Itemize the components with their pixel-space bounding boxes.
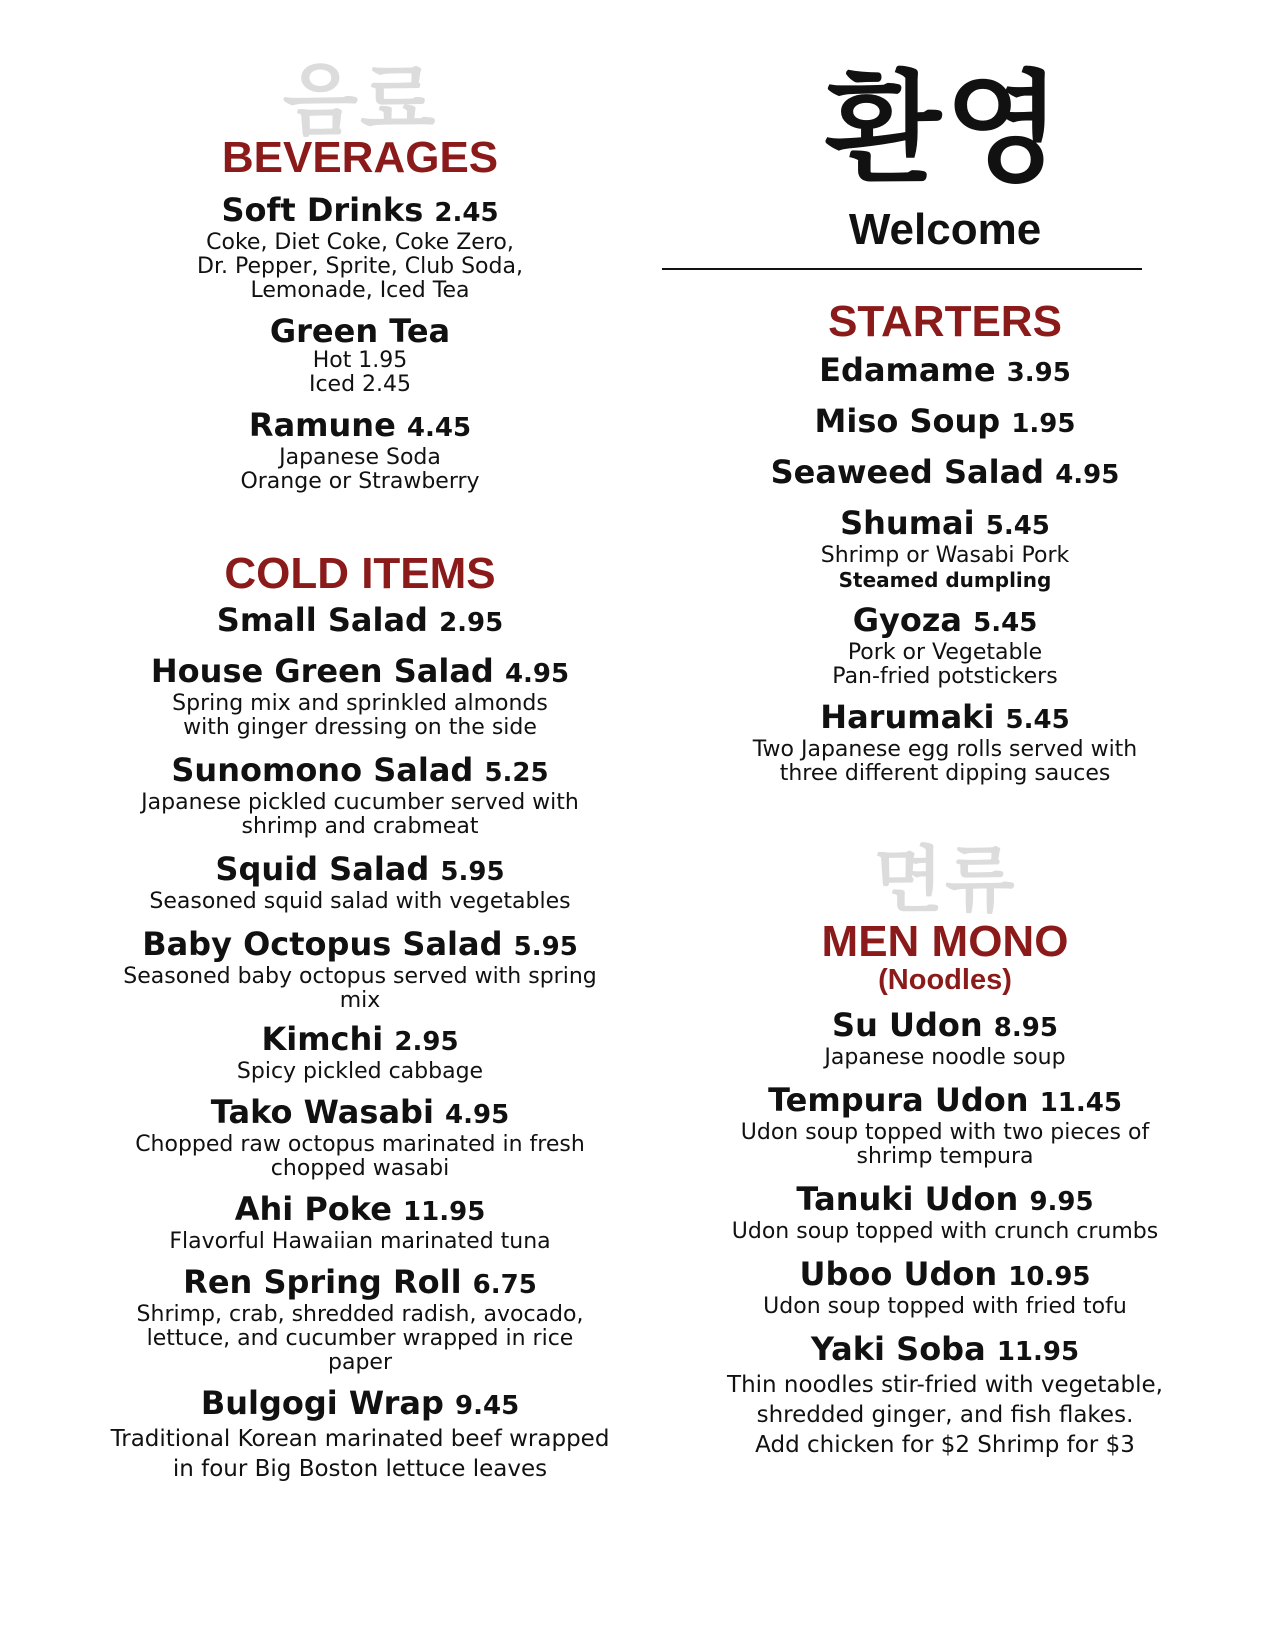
menu-item-name: Sunomono Salad <box>171 751 474 789</box>
left-column <box>60 0 660 1484</box>
menu-item-house-green-salad <box>60 653 660 740</box>
menu-item-note: Steamed dumpling <box>838 568 1052 592</box>
menu-item-description: Dr. Pepper, Sprite, Club Soda, <box>197 254 523 279</box>
welcome-heading: Welcome <box>848 205 1042 254</box>
menu-item-ahi-poke <box>60 1191 660 1254</box>
menu-item-price: 5.45 <box>973 608 1038 638</box>
menu-item-description: paper <box>328 1350 392 1375</box>
menu-item-price: 5.45 <box>985 511 1050 541</box>
menu-item-title <box>690 403 1200 442</box>
menu-item-description: Orange or Strawberry <box>240 469 480 494</box>
menu-item-tanuki-udon <box>690 1181 1200 1244</box>
menu-item-baby-octopus-salad <box>60 926 660 1013</box>
menu-item-miso-soup <box>690 403 1200 442</box>
menu-item-description: with ginger dressing on the side <box>183 715 537 740</box>
menu-item-name: House Green Salad <box>150 652 494 690</box>
menu-item-title <box>60 1094 660 1133</box>
menu-item-price: 5.95 <box>513 932 578 962</box>
menu-item-price: 1.95 <box>1011 409 1076 439</box>
welcome-korean-heading: 환영 <box>825 60 1065 199</box>
menu-item-title <box>690 454 1200 493</box>
menu-item-edamame <box>690 352 1200 391</box>
menu-item-name: Tanuki Udon <box>796 1180 1019 1218</box>
menu-item-description: Thin noodles stir-fried with vegetable, <box>727 1372 1163 1398</box>
menu-item-name: Uboo Udon <box>799 1255 998 1293</box>
menu-item-title <box>60 1191 660 1230</box>
menu-item-name: Small Salad <box>216 601 428 639</box>
menu-item-bulgogi-wrap <box>60 1385 660 1484</box>
menu-item-price: 10.95 <box>1008 1262 1091 1292</box>
menu-item-title <box>690 1082 1200 1121</box>
menu-item-name: Tempura Udon <box>768 1081 1029 1119</box>
menu-item-price: 8.95 <box>993 1013 1058 1043</box>
noodles-list <box>690 1007 1200 1460</box>
menu-item-title <box>690 1181 1200 1220</box>
menu-item-title <box>60 1385 660 1424</box>
menu-item-ren-spring-roll <box>60 1264 660 1375</box>
menu-item-description: Coke, Diet Coke, Coke Zero, <box>206 230 514 255</box>
menu-item-price: 4.95 <box>1055 460 1120 490</box>
menu-item-name: Baby Octopus Salad <box>142 925 503 963</box>
menu-item-soft-drinks <box>60 192 660 303</box>
beverages-korean-watermark: 음료 <box>282 56 438 146</box>
menu-item-price: 4.95 <box>445 1100 510 1130</box>
menu-item-price: 2.45 <box>434 198 499 228</box>
menu-item-price: 4.45 <box>406 413 472 443</box>
menu-item-description: Japanese Soda <box>279 445 441 470</box>
menu-item-description: three different dipping sauces <box>779 761 1111 786</box>
menu-item-uboo-udon <box>690 1256 1200 1319</box>
menu-item-description: Two Japanese egg rolls served with <box>752 737 1138 762</box>
menu-item-description: Lemonade, Iced Tea <box>250 278 470 303</box>
cold-items-list <box>60 602 660 1484</box>
menu-item-description: Japanese pickled cucumber served with <box>141 790 579 815</box>
menu-item-description: Chopped raw octopus marinated in fresh <box>135 1132 585 1157</box>
menu-item-title <box>690 505 1200 544</box>
menu-item-price: 6.75 <box>472 1270 537 1300</box>
right-column <box>690 0 1200 1460</box>
menu-item-description: in four Big Boston lettuce leaves <box>172 1456 548 1482</box>
menu-item-price: 5.95 <box>440 857 505 887</box>
menu-item-description: chopped wasabi <box>270 1156 450 1181</box>
menu-item-title <box>690 352 1200 391</box>
menu-item-price: 11.45 <box>1039 1088 1122 1118</box>
menu-item-name: Ren Spring Roll <box>183 1263 462 1301</box>
menu-item-name: Bulgogi Wrap <box>200 1384 444 1422</box>
menu-item-name: Yaki Soba <box>810 1330 986 1368</box>
menu-item-name: Ahi Poke <box>234 1190 392 1228</box>
menu-item-title <box>60 1021 660 1060</box>
menu-item-tako-wasabi <box>60 1094 660 1181</box>
menu-item-price: 2.95 <box>394 1027 459 1057</box>
menu-item-name: Squid Salad <box>215 850 430 888</box>
menu-item-price: 11.95 <box>996 1337 1080 1367</box>
menu-item-title <box>690 699 1200 738</box>
menu-item-ramune <box>60 407 660 494</box>
menu-item-title <box>690 602 1200 641</box>
menu-item-title <box>60 926 660 965</box>
menu-item-sunomono-salad <box>60 752 660 839</box>
menu-item-tempura-udon <box>690 1082 1200 1169</box>
menu-item-description: Shrimp, crab, shredded radish, avocado, <box>136 1302 584 1327</box>
menu-item-name: Green Tea <box>269 312 451 350</box>
menu-item-title <box>60 313 660 349</box>
menu-item-price: 11.95 <box>403 1197 486 1227</box>
menu-item-description: Add chicken for $2 Shrimp for $3 <box>755 1432 1135 1458</box>
menu-item-title <box>60 1264 660 1303</box>
menu-item-description: Pan-fried potstickers <box>832 664 1058 689</box>
menu-item-title <box>60 192 660 231</box>
noodles-title: MEN MONO <box>821 917 1069 966</box>
menu-item-shumai <box>690 505 1200 592</box>
menu-item-price: 4.95 <box>504 659 570 689</box>
noodles-subtitle: (Noodles) <box>878 964 1012 996</box>
menu-item-description: Seasoned squid salad with vegetables <box>149 889 571 914</box>
menu-item-price: 5.45 <box>1005 705 1070 735</box>
menu-item-title <box>690 1007 1200 1046</box>
menu-item-description: Iced 2.45 <box>308 372 412 397</box>
menu-item-seaweed-salad <box>690 454 1200 493</box>
menu-item-description: Traditional Korean marinated beef wrapped <box>110 1426 610 1452</box>
menu-item-small-salad <box>60 602 660 641</box>
menu-item-title <box>60 653 660 692</box>
beverages-list <box>60 192 660 494</box>
menu-item-harumaki <box>690 699 1200 786</box>
menu-item-yaki-soba <box>690 1331 1200 1460</box>
menu-item-gyoza <box>690 602 1200 689</box>
menu-item-description: Udon soup topped with fried tofu <box>763 1294 1127 1319</box>
menu-item-description: Shrimp or Wasabi Pork <box>820 543 1070 568</box>
menu-item-description: shrimp tempura <box>856 1144 1034 1169</box>
menu-item-green-tea <box>60 313 660 397</box>
menu-item-name: Kimchi <box>261 1020 384 1058</box>
menu-item-name: Ramune <box>248 406 396 444</box>
menu-item-title <box>690 1331 1200 1370</box>
menu-item-title <box>60 851 660 890</box>
welcome-divider <box>662 268 1142 270</box>
menu-item-title <box>60 602 660 641</box>
menu-item-name: Shumai <box>840 504 975 542</box>
menu-item-su-udon <box>690 1007 1200 1070</box>
menu-item-price: 9.95 <box>1029 1187 1094 1217</box>
menu-item-description: shrimp and crabmeat <box>241 814 479 839</box>
menu-item-description: Pork or Vegetable <box>847 640 1043 665</box>
noodles-korean-watermark: 면류 <box>873 838 1017 922</box>
cold-items-title: COLD ITEMS <box>224 549 496 598</box>
menu-item-name: Tako Wasabi <box>210 1093 434 1131</box>
menu-item-name: Seaweed Salad <box>770 453 1045 491</box>
menu-item-description: lettuce, and cucumber wrapped in rice <box>146 1326 574 1351</box>
menu-item-description: Seasoned baby octopus served with spring <box>123 964 597 989</box>
menu-item-title <box>60 407 660 446</box>
menu-item-price: 9.45 <box>455 1391 520 1421</box>
menu-item-description: shredded ginger, and fish flakes. <box>756 1402 1134 1428</box>
menu-item-description: Hot 1.95 <box>312 348 408 373</box>
beverages-title: BEVERAGES <box>221 133 499 182</box>
menu-item-description: Spring mix and sprinkled almonds <box>172 691 548 716</box>
menu-item-name: Soft Drinks <box>221 191 424 229</box>
menu-item-description: mix <box>339 988 381 1013</box>
menu-item-name: Harumaki <box>820 698 995 736</box>
menu-item-name: Edamame <box>819 351 996 389</box>
menu-item-price: 5.25 <box>484 758 549 788</box>
menu-item-name: Miso Soup <box>814 402 1001 440</box>
menu-item-description: Flavorful Hawaiian marinated tuna <box>169 1229 551 1254</box>
menu-item-squid-salad <box>60 851 660 914</box>
menu-item-price: 3.95 <box>1006 358 1071 388</box>
starters-title: STARTERS <box>828 297 1062 346</box>
menu-item-description: Udon soup topped with crunch crumbs <box>731 1219 1159 1244</box>
menu-item-title <box>690 1256 1200 1295</box>
menu-item-description: Spicy pickled cabbage <box>236 1059 484 1084</box>
menu-item-name: Gyoza <box>852 601 963 639</box>
menu-item-description: Japanese noodle soup <box>824 1045 1066 1070</box>
starters-list <box>690 352 1200 786</box>
menu-item-kimchi <box>60 1021 660 1084</box>
menu-item-price: 2.95 <box>439 608 504 638</box>
menu-item-name: Su Udon <box>832 1006 983 1044</box>
menu-item-description: Udon soup topped with two pieces of <box>740 1120 1150 1145</box>
menu-item-title <box>60 752 660 791</box>
